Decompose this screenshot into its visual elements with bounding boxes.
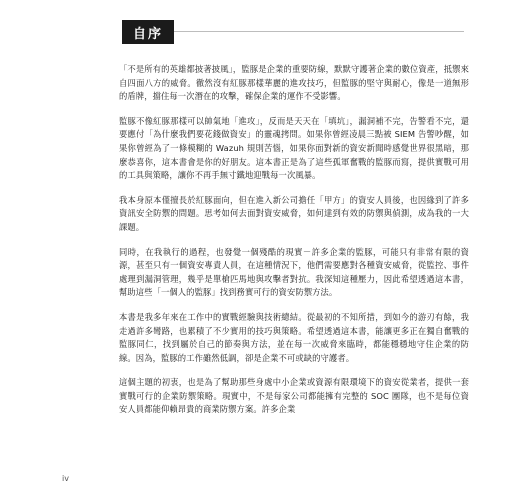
paragraph-3: 我本身原本僅擅長於紅豚面向，但在進入新公司擔任「甲方」的資安人員後，也因緣到了許多資訊安全防禦的問題。思考如何去面對資安威脅，如何達到有效的防禦與偵測，成為我的一大課題。 xyxy=(119,194,469,232)
paragraph-1: 「不是所有的英雄都披著披風」，監豚是企業的重要防線，默默守護著企業的數位資產，抵禦來自四面八方的威脅。徹然沒有紅豚那樣華麗的進攻技巧，但監豚的堅守與耐心，像是一道無形的盾牌，擋住每一次潛在的攻擊，確保企業的運作不受影響。 xyxy=(119,64,469,102)
page-number: iv xyxy=(62,474,69,483)
paragraph-4: 同時，在我執行的過程，也發覺一個殘酷的現實－許多企業的監豚，可能只有非常有限的資源，甚至只有一個資安專責人員，在這種情況下，他們需要應對各種資安威脅，從監控、事件處理到漏洞管理，幾乎是單槍匹馬地與攻擊者對抗。我深知這種壓力，因此希望透過這本書，幫助這些「一個人的監豚」找到務實可行的資安防禦方法。 xyxy=(119,246,469,298)
body-text xyxy=(119,63,469,417)
paragraph-5: 本書是我多年來在工作中的實戰經驗與技術總結。從最初的不知所措，到如今的游刃有餘，我走過許多彎路，也累積了不少實用的技巧與策略。希望透過這本書，能讓更多正在獨自奮戰的監豚同仁，找到屬於自己的節奏與方法，並在每一次威脅來臨時，都能穩穩地守住企業的防線。因為，監豚的工作雖然低調，卻是企業不可或缺的守護者。 xyxy=(119,311,469,363)
paragraph-6: 這個主題的初衷，也是為了幫助那些身處中小企業或資源有限環境下的資安從業者，提供一套實戰可行的企業防禦策略。現實中，不是每家公司都能擁有完整的 SOC 團隊，也不是每位資安人員都能仰賴昂貴的商業防禦方案。許多企業 xyxy=(119,377,469,415)
chapter-title: 自序 xyxy=(122,20,174,44)
title-divider-line xyxy=(174,31,464,32)
paragraph-2: 監豚不像紅豚那樣可以帥氣地「進攻」，反而是天天在「填坑」，漏洞補不完，告警看不完，還要應付「為什麼我們要花錢做資安」的靈魂拷問。如果你曾經凌晨三點被 SIEM 告警吵醒，如果你曾經為了一條模糊的 Wazuh 規則苦惱，如果你面對新的資安新聞時感覺世界很黑暗，那麼恭喜你，這本書會是你的好朋友。這本書正是為了這些孤軍奮戰的監豚而寫，提供實戰可用的工具與策略，讓你不再手無寸鐵地迎戰每一次風暴。 xyxy=(119,115,469,181)
